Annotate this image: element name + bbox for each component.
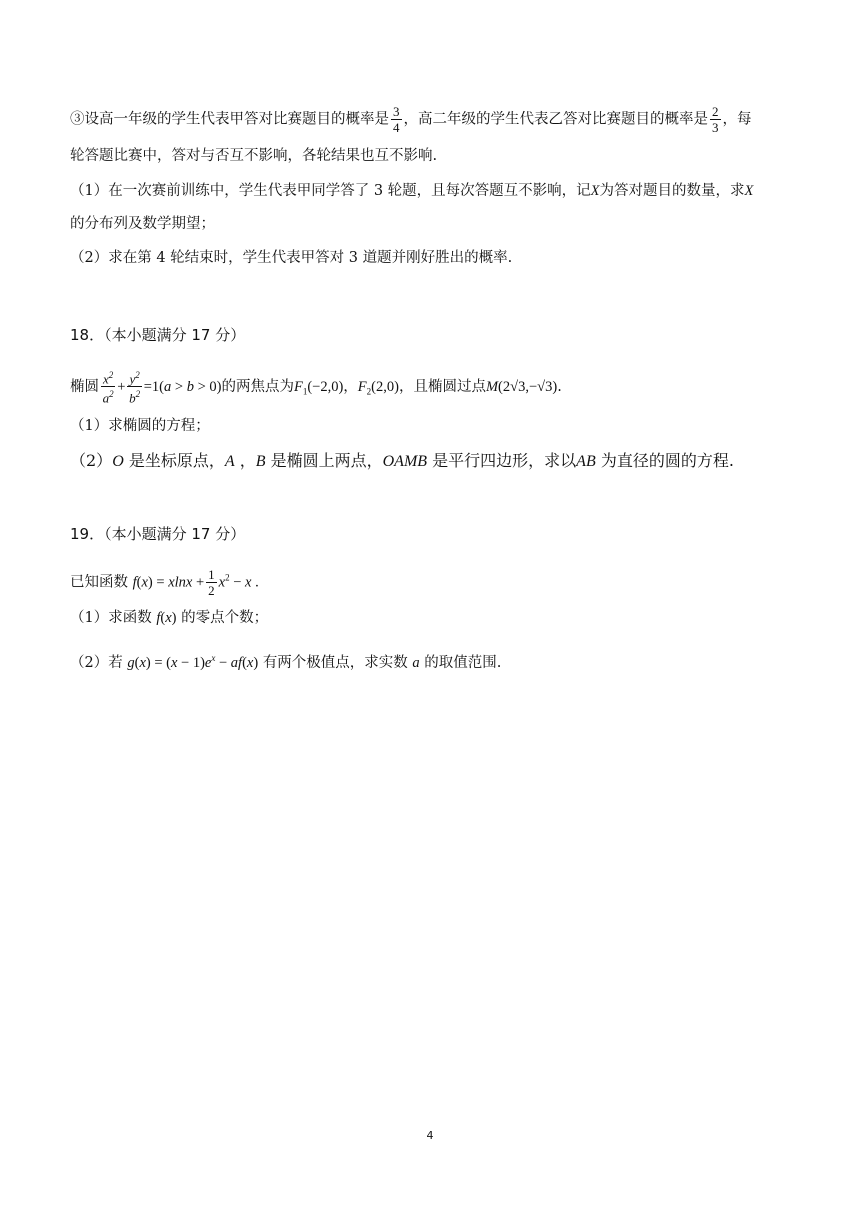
- q19-heading: 19．（本小题满分 17 分）: [70, 525, 246, 543]
- q17-line-2: 轮答题比赛中，答对与否互不影响，各轮结果也互不影响.: [70, 148, 438, 164]
- q19-sub-1: （1）求函数 f(x) 的零点个数；: [70, 610, 269, 626]
- q17-text-a: ③设高一年级的学生代表甲答对比赛题目的概率是: [70, 111, 389, 128]
- fraction-two-thirds: $\frac{2}{3}$: [712, 104, 719, 135]
- ellipse-y-term: $\frac{y^2}{b^2}$: [129, 370, 141, 406]
- q17-sub-1: （1）在一次赛前训练中，学生代表甲同学答了 3 轮题，且每次答题互不影响，记X为答对题目的数量，求X: [70, 183, 754, 199]
- ellipse-x-term: $\frac{x^2}{a^2}$: [102, 370, 114, 406]
- q18-sub-2: （2）O 是坐标原点，A ，B 是椭圆上两点，OAMB 是平行四边形，求以AB 为直径的圆的方程.: [70, 451, 734, 470]
- q19-stem: 已知函数 f(x) = xlnx + $\frac{1}{2}$ $x^2 - x$ .: [70, 567, 259, 598]
- q17-sub-1-cont: 的分布列及数学期望；: [70, 216, 215, 232]
- q18-heading: 18．（本小题满分 17 分）: [70, 326, 246, 344]
- q19-sub-2: （2）若 $g(x) = (x - 1)e^x - af(x)$ 有两个极值点，求实数 a 的取值范围.: [70, 653, 502, 671]
- q17-text-b: ，高二年级的学生代表乙答对比赛题目的概率是: [403, 111, 708, 128]
- fraction-three-quarters: $\frac{3}{4}$: [393, 104, 400, 135]
- page-number: 4: [426, 1129, 434, 1142]
- q17-text-c: ，每: [722, 111, 752, 128]
- q18-sub-1: （1）求椭圆的方程；: [70, 418, 210, 434]
- q17-sub-2: （2）求在第 4 轮结束时，学生代表甲答对 3 道题并刚好胜出的概率.: [70, 250, 513, 266]
- fraction-one-half: $\frac{1}{2}$: [208, 567, 215, 598]
- q18-stem: 椭圆 $\frac{x^2}{a^2}$ + $\frac{y^2}{b^2}$ =1(a > b > 0)的两焦点为$F_1(-2,0)$，$F_2(2,0)$，且椭圆过点M(2√3,−√3).: [70, 370, 562, 406]
- q17-condition-3: [70, 104, 752, 135]
